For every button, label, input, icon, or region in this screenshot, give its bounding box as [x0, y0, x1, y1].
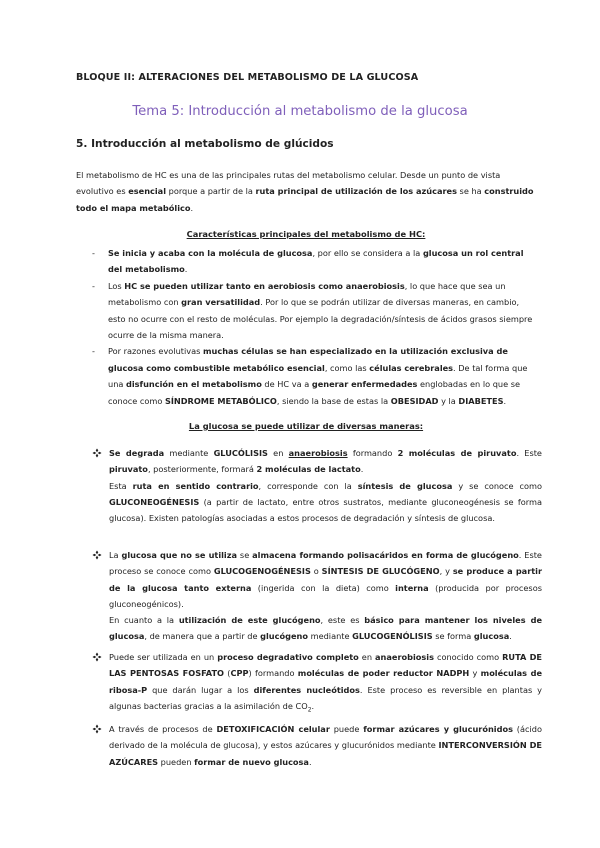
list-item: - Los HC se pueden utilizar tanto en aerobiosis como anaerobiosis, lo que hace que sea un metabolismo con gran versatilidad. Por lo que se podrán utilizar de diversas maneras, en cambio, esto no ocurre con el resto de moléculas. Por ejemplo la degradación/síntesis de ácidos grasos siempre ocurre de la misma manera. [76, 278, 536, 344]
block-title: BLOQUE II: ALTERACIONES DEL METABOLISMO DE LA GLUCOSA [76, 72, 419, 83]
dash-bullet: - [92, 346, 95, 357]
intro-paragraph: El metabolismo de HC es una de las principales rutas del metabolismo celular. Desde un punto de vista evolutivo es esencial porque a partir de la ruta principal de utilización de los azúcares se ha construido todo el mapa metabólico. [76, 170, 534, 213]
uses-item-glycogen: La glucosa que no se utiliza se almacena formando polisacáridos en forma de glucógeno. Este proceso se conoce como GLUCOGENOGÉNESIS o SÍNTESIS DE GLUCÓGENO, y se produce a partir de la glucosa tanto externa (ingerida con la dieta) como interna (producida por procesos gluconeogénicos). En cuanto a la utilización de este glucógeno, este es básico para mantener los niveles de glucosa, de manera que a partir de glucógeno mediante GLUCOGENÓLISIS se forma glucosa. [76, 547, 542, 645]
section-title: 5. Introducción al metabolismo de glúcidos [76, 138, 334, 150]
four-diamond-bullet-icon [92, 550, 102, 560]
uses-item-glycolysis: Se degrada mediante GLUCÓLISIS en anaerobiosis formando 2 moléculas de piruvato. Este piruvato, posteriormente, formará 2 moléculas de lactato. Esta ruta en sentido contrario, corresponde con la síntesis de glucosa y se conoce como GLUCONEOGÉNESIS (a partir de lactato, entre otros sustratos, mediante gluconeogénesis se forma glucosa). Existen patologías asociadas a estos procesos de degradación y síntesis de glucosa. [76, 445, 542, 526]
uses-heading: La glucosa se puede utilizar de diversas maneras: [188, 421, 424, 431]
four-diamond-bullet-icon [92, 652, 102, 662]
list-item: - Por razones evolutivas muchas células se han especializado en la utilización exclusiva de glucosa como combustible metabólico esencial, como las células cerebrales. De tal forma que una disfunción en el metabolismo de HC va a generar enfermedades englobadas en lo que se conoce como SÍNDROME METABÓLICO, siendo la base de estas la OBESIDAD y la DIABETES. [76, 343, 536, 409]
dash-bullet: - [92, 248, 95, 258]
uses-item-pentose-phosphate: Puede ser utilizada en un proceso degradativo completo en anaerobiosis conocido como RUTA DE LAS PENTOSAS FOSFATO (CPP) formando moléculas de poder reductor NADPH y moléculas de ribosa-P que darán lugar a los diferentes nucleótidos. Este proceso es reversible en plantas y algunas bacterias gracias a la asimilación de $CO_2$. [76, 649, 542, 719]
characteristics-list [76, 245, 536, 409]
four-diamond-bullet-icon [92, 448, 102, 458]
uses-item-detoxification: A través de procesos de DETOXIFICACIÓN celular puede formar azúcares y glucurónidos (ácido derivado de la molécula de glucosa), y estos azúcares y glucurónidos mediante INTERCONVERSIÓN DE AZÚCARES pueden formar de nuevo glucosa. [76, 721, 542, 770]
characteristics-heading: Características principales del metabolismo de HC: [186, 229, 426, 239]
topic-title: Tema 5: Introducción al metabolismo de la glucosa [132, 104, 468, 119]
list-item: - Se inicia y acaba con la molécula de glucosa, por ello se considera a la glucosa un rol central del metabolismo. [76, 245, 536, 278]
four-diamond-bullet-icon [92, 724, 102, 734]
dash-bullet: - [92, 280, 95, 291]
